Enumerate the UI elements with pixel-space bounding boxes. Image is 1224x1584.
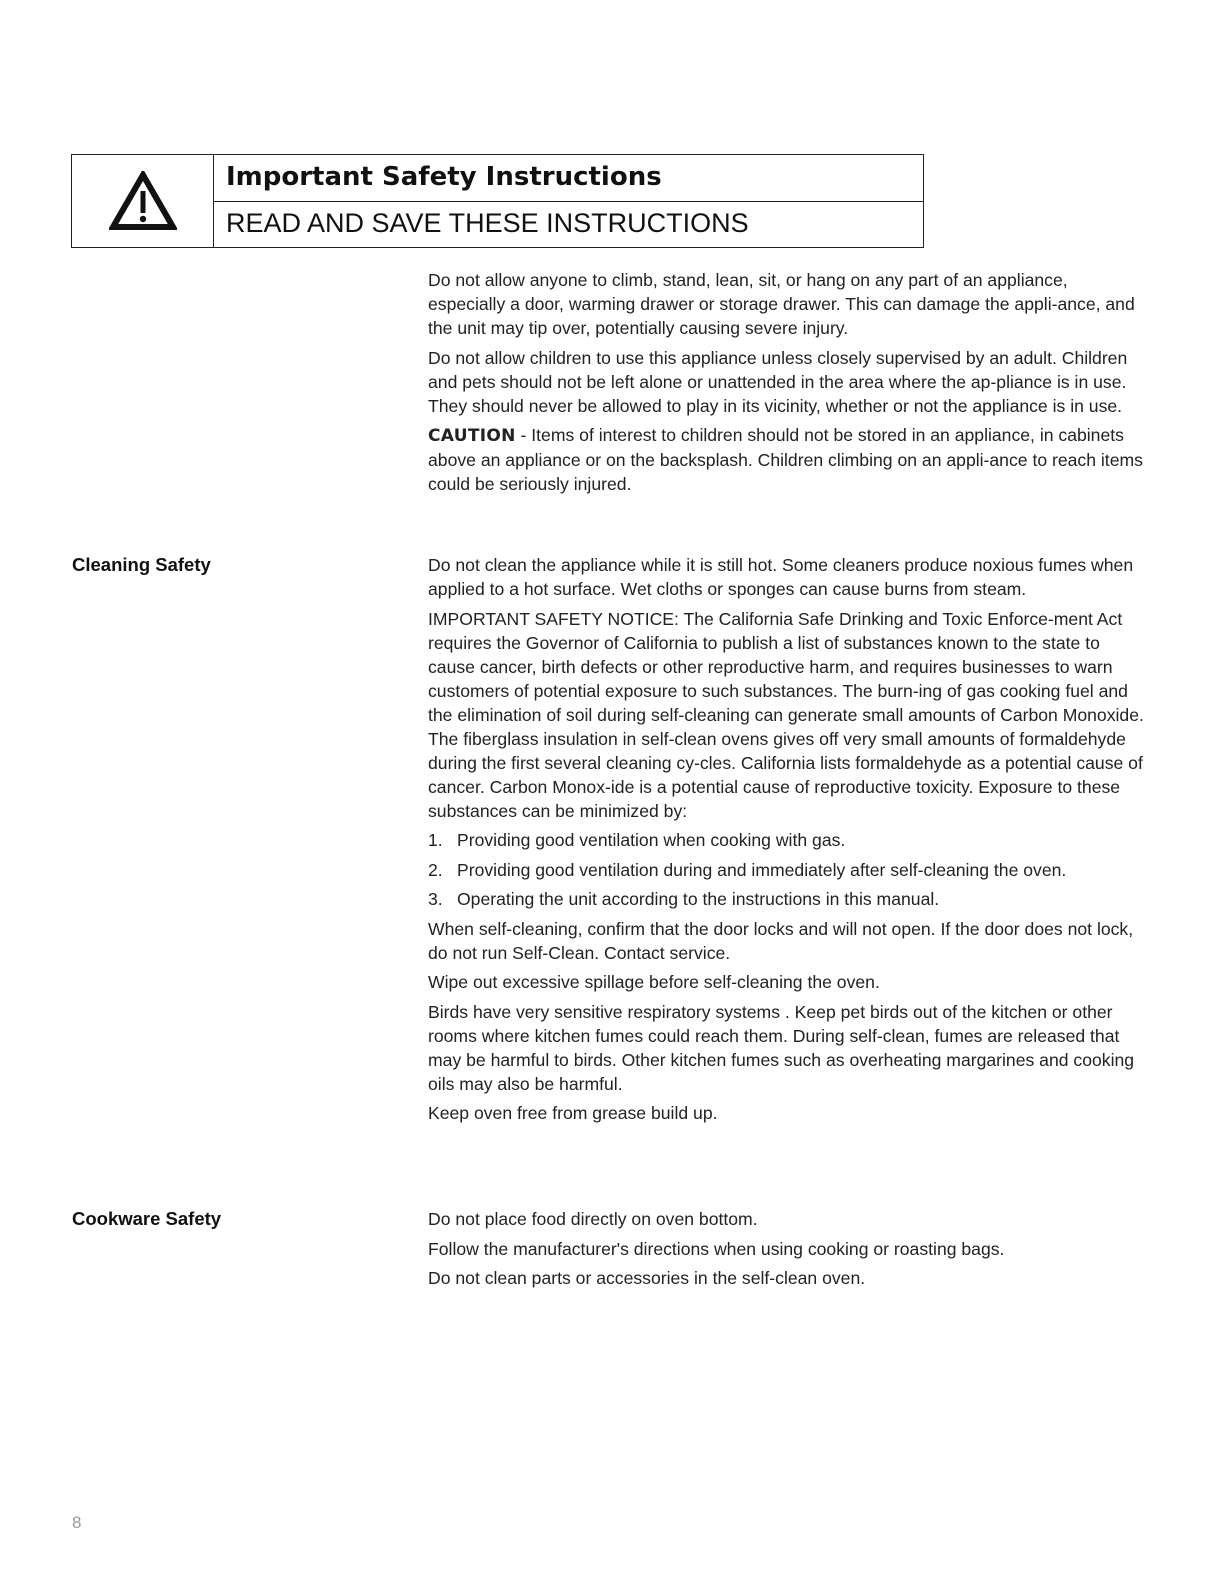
cleaning-section (428, 553, 1144, 1131)
safety-notice: IMPORTANT SAFETY NOTICE: The California Safe Drinking and Toxic Enforce-ment Act requires the Governor of California to publish a list of substances known to the state to cause cancer, birth defects or other reproductive harm, and requires businesses to warn customers of potential exposure to such substances. The burn-ing of gas cooking fuel and the elimination of soil during self-cleaning can generate small amounts of Carbon Monoxide. The fiberglass insulation in self-clean ovens gives off very small amounts of formaldehyde during the first several cleaning cy-cles. California lists formaldehyde as a potential cause of cancer. Carbon Monox-ide is a potential cause of reproductive toxicity. Exposure to these substances can be minimized by: (428, 608, 1144, 821)
list-item: 3. Operating the unit according to the instructions in this manual. (428, 889, 940, 909)
caution-paragraph (428, 423, 1144, 496)
intro-paragraph: Do not allow anyone to climb, stand, lean, sit, or hang on any part of an appliance, especially a door, warming drawer or storage drawer. This can damage the appli-ance, and the unit may tip over, potentially causing severe injury. (428, 270, 1135, 338)
caution-text: - Items of interest to children should not be stored in an appliance, in cabinets above an appliance or on the backsplash. Children climbing on an appli-ance to reach items could be seriously injured. (428, 425, 1143, 494)
cleaning-paragraph: Wipe out excessive spillage before self-cleaning the oven. (428, 972, 880, 992)
header-text-cell (214, 155, 923, 247)
intro-section (428, 268, 1144, 502)
list-item: 1. Providing good ventilation when cooking with gas. (428, 830, 846, 850)
page-title: Important Safety Instructions (214, 155, 923, 202)
cleaning-paragraph: When self-cleaning, confirm that the door locks and will not open. If the door does not lock, do not run Self-Clean. Contact service. (428, 918, 1134, 963)
page-number: 8 (72, 1513, 82, 1532)
cookware-paragraph: Do not clean parts or accessories in the self-clean oven. (428, 1268, 866, 1288)
cookware-paragraph: Follow the manufacturer's directions when using cooking or roasting bags. (428, 1238, 1005, 1259)
list-item: 2. Providing good ventilation during and immediately after self-cleaning the oven. (428, 859, 1067, 880)
page-subtitle: READ AND SAVE THESE INSTRUCTIONS (226, 208, 749, 238)
cookware-paragraph: Do not place food directly on oven bottom. (428, 1209, 758, 1229)
cleaning-paragraph: Keep oven free from grease build up. (428, 1103, 718, 1123)
minimize-steps-list (428, 828, 1144, 911)
cleaning-safety-heading: Cleaning Safety (72, 554, 211, 575)
caution-label: CAUTION (428, 426, 516, 446)
header-icon-cell (72, 155, 214, 247)
cookware-section (428, 1207, 1144, 1296)
cleaning-paragraph: Birds have very sensitive respiratory systems . Keep pet birds out of the kitchen or other rooms where kitchen fumes could reach them. During self-clean, fumes are released that may be harmful to birds. Other kitchen fumes such as overheating margarines and cooking oils may also be harmful. (428, 1001, 1135, 1094)
cleaning-paragraph: Do not clean the appliance while it is still hot. Some cleaners produce noxious fumes when applied to a hot surface. Wet cloths or sponges can cause burns from steam. (428, 555, 1134, 599)
intro-paragraph: Do not allow children to use this appliance unless closely supervised by an adult. Children and pets should not be left alone or unattended in the area where the ap-pliance is in use. They should never be allowed to play in its vicinity, whether or not the appliance is in use. (428, 347, 1128, 416)
safety-header (71, 154, 924, 248)
cookware-safety-heading: Cookware Safety (72, 1208, 222, 1229)
warning-triangle-icon (109, 171, 177, 231)
